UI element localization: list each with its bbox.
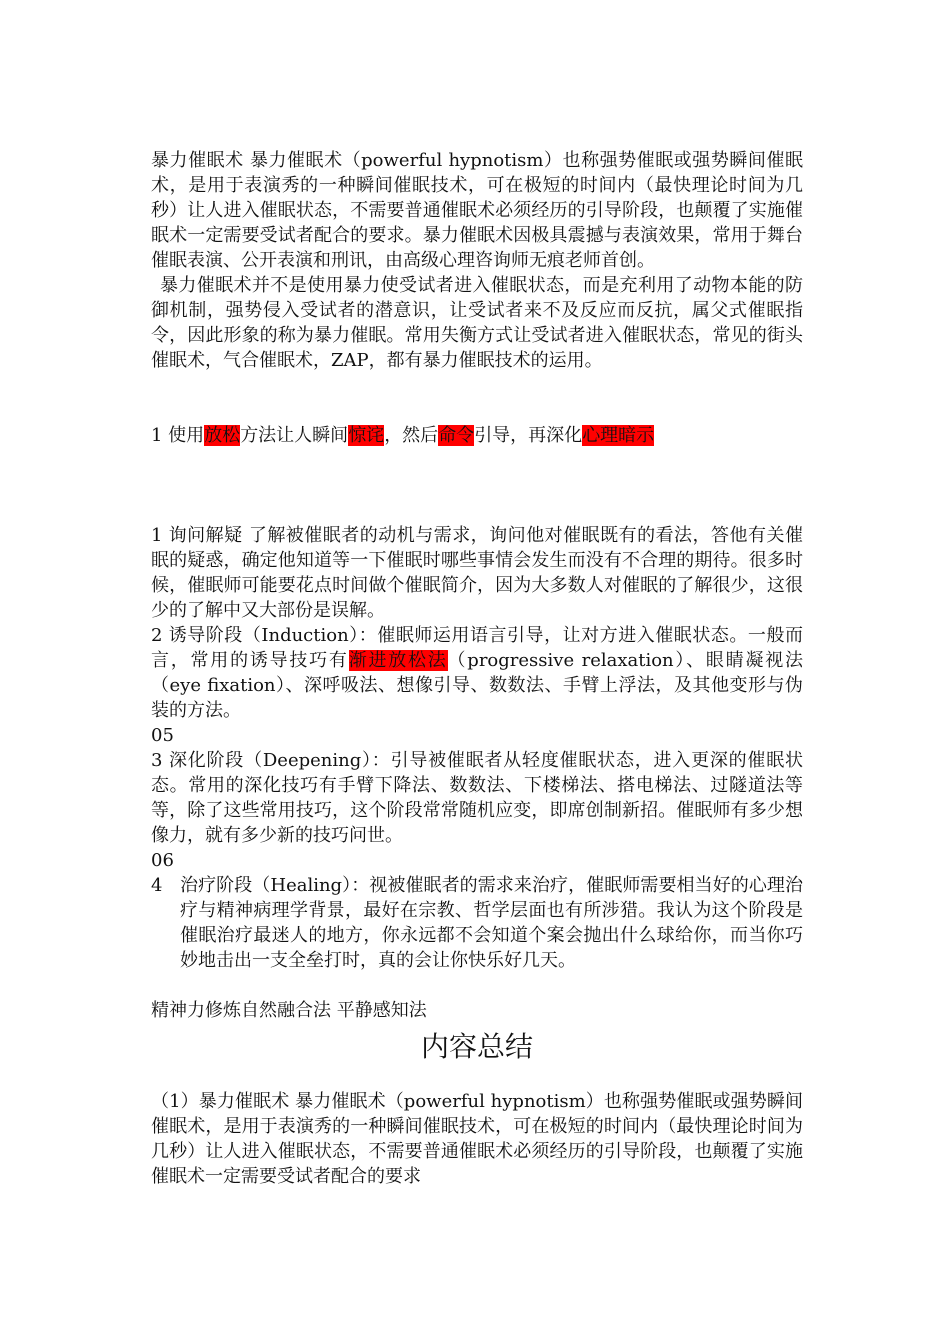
section-number-06: 06 <box>151 850 174 871</box>
step-4-list-item <box>151 873 803 973</box>
method-text-3: ，然后 <box>384 425 439 446</box>
highlight-suggestion: 心理暗示 <box>582 425 655 446</box>
spacer <box>151 448 803 523</box>
highlight-relax: 放松 <box>204 425 241 446</box>
method-line <box>151 423 803 448</box>
intro-paragraph-2: 暴力催眠术并不是使用暴力使受试者进入催眠状态，而是充利用了动物本能的防御机制，强势侵入受试者的潜意识，让受试者来不及反应而反抗，属父式催眠指令，因此形象的称为暴力催眠。常用失衡方式让受试者进入催眠状态，常见的街头催眠术，气合催眠术，ZAP，都有暴力催眠技术的运用。 <box>151 275 803 371</box>
summary-paragraph: （1）暴力催眠术 暴力催眠术（powerful hypnotism）也称强势催眠或强势瞬间催眠术，是用于表演秀的一种瞬间催眠技术，可在极短的时间内（最快理论时间为几秒）让人进入催眠状态，不需要普通催眠术必须经历的引导阶段，也颠覆了实施催眠术一定需要受试者配合的要求 <box>151 1091 803 1187</box>
highlight-progressive-relaxation: 渐进放松法 <box>348 650 448 671</box>
step-2-paragraph <box>151 623 803 723</box>
training-method-line: 精神力修炼自然融合法 平静感知法 <box>151 1000 427 1021</box>
section-number-05: 05 <box>151 725 174 746</box>
step-2-text-a: 2 诱导阶段（Induction）：催眠师运用语言引导，让对方进入催眠状态。一般而言，常用的诱导技巧有 <box>151 625 803 671</box>
step-1-paragraph: 1 询问解疑 了解被催眠者的动机与需求，询问他对催眠既有的看法，答他有关催眠的疑惑，确定他知道等一下催眠时哪些事情会发生而没有不合理的期待。很多时候，催眠师可能要花点时间做个催眠简介，因为大多数人对催眠的了解很少，这很少的了解中又大部份是误解。 <box>151 525 803 621</box>
step-4-paragraph: 治疗阶段（Healing）：视被催眠者的需求来治疗，催眠师需要相当好的心理治疗与精神病理学背景，最好在宗教、哲学层面也有所涉猎。我认为这个阶段是催眠治疗最迷人的地方，你永远都不会知道个案会抛出什么球给你，而当你巧妙地击出一支全垒打时，真的会让你快乐好几天。 <box>180 875 803 971</box>
summary-title: 内容总结 <box>420 1030 533 1063</box>
step-2-text-b: （progressive relaxation）、眼睛凝视法（eye fixation）、深呼吸法、想像引导、数数法、手臂上浮法，及其他变形与伪装的方法。 <box>151 650 804 721</box>
spacer <box>151 973 803 998</box>
step-3-paragraph: 3 深化阶段（Deepening）：引导被催眠者从轻度催眠状态，进入更深的催眠状态。常用的深化技巧有手臂下降法、数数法、下楼梯法、搭电梯法、过隧道法等等，除了这些常用技巧，这个阶段常常随机应变，即席创制新招。催眠师有多少想像力，就有多少新的技巧问世。 <box>151 750 803 846</box>
intro-paragraph-1: 暴力催眠术 暴力催眠术（powerful hypnotism）也称强势催眠或强势瞬间催眠术，是用于表演秀的一种瞬间催眠技术，可在极短的时间内（最快理论时间为几秒）让人进入催眠状态，不需要普通催眠术必须经历的引导阶段，也颠覆了实施催眠术一定需要受试者配合的要求。暴力催眠术因极具震撼与表演效果，常用于舞台催眠表演、公开表演和刑讯，由高级心理咨询师无痕老师首创。 <box>151 150 803 271</box>
method-text-2: 方法让人瞬间 <box>240 425 349 446</box>
highlight-command: 命令 <box>438 425 475 446</box>
spacer <box>151 373 803 423</box>
highlight-surprise: 惊诧 <box>348 425 385 446</box>
document-page <box>151 148 803 1189</box>
step-4-number: 4 <box>151 875 163 896</box>
method-text-1: 1 使用 <box>151 425 205 446</box>
method-text-4: 引导，再深化 <box>474 425 583 446</box>
